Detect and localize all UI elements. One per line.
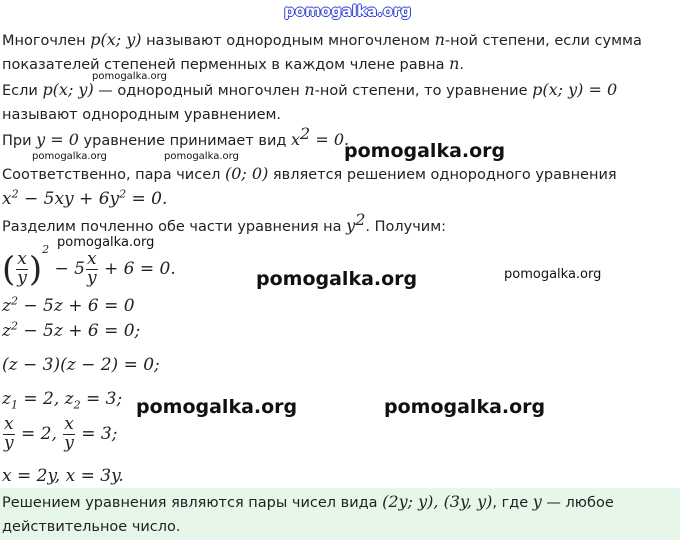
y-zero-line: При y = 0 уравнение принимает вид $x^2 = 0$. (2, 124, 350, 149)
equation-ratios: $\frac{x}{y}$ = 2, $\frac{x}{y}$ = 3; (3, 414, 118, 453)
equation-roots: $z_1 = 2$, $z_2 = 3$; (2, 389, 123, 412)
definition-line-1: Многочлен p(x; y) называют однородным многочленом n-ной степени, если сумма (2, 30, 642, 49)
watermark: pomogalka.org (164, 151, 239, 162)
watermark: pomogalka.org (384, 396, 546, 418)
equation-main: $x^2 - 5xy + 6y^2 = 0$. (2, 187, 168, 209)
watermark: pomogalka.org (344, 140, 506, 162)
watermark: pomogalka.org (256, 268, 418, 290)
fraction-x-over-y: $\frac{x}{y}$ (64, 414, 74, 453)
watermark: pomogalka.org (504, 267, 602, 282)
equation-substitution: ( $\frac{x}{y}$ )$^2$ − 5 $\frac{x}{y}$ + 6 = 0. (2, 243, 176, 290)
homogeneous-equation-line-2: называют однородным уравнением. (2, 107, 282, 123)
equation-result: x = 2y, x = 3y. (2, 466, 124, 486)
homogeneous-equation-line-1: Если p(x; y) — однородный многочлен n-ной степени, то уравнение p(x; y) = 0 (2, 80, 618, 99)
equation-z-2: $z^2 - 5z + 6 = 0$; (2, 319, 141, 341)
answer-line-2: действительное число. (2, 519, 181, 535)
divide-line: Разделим почленно обе части уравнения на $y^2$. Получим: (2, 210, 447, 235)
watermark: pomogalka.org (136, 396, 298, 418)
watermark: pomogalka.org (57, 235, 155, 250)
fraction-x-over-y: $\frac{x}{y}$ (86, 249, 97, 288)
fraction-x-over-y: $\frac{x}{y}$ (3, 414, 14, 453)
watermark-top: pomogalka.org (284, 2, 412, 20)
definition-line-2: показателей степеней перменных в каждом члене равна n. (2, 54, 465, 73)
equation-factored: (z − 3)(z − 2) = 0; (2, 355, 160, 375)
equation-z-1: $z^2 - 5z + 6 = 0$ (2, 294, 135, 316)
watermark: pomogalka.org (92, 71, 167, 82)
fraction-x-over-y: $\frac{x}{y}$ (17, 249, 27, 288)
solution-pair-line: Соответственно, пара чисел (0; 0) является решением однородного уравнения (2, 164, 617, 183)
watermark: pomogalka.org (32, 151, 107, 162)
answer-line-1: Решением уравнения являются пары чисел вида (2y; y), (3y, y), где y — любое (2, 492, 614, 511)
